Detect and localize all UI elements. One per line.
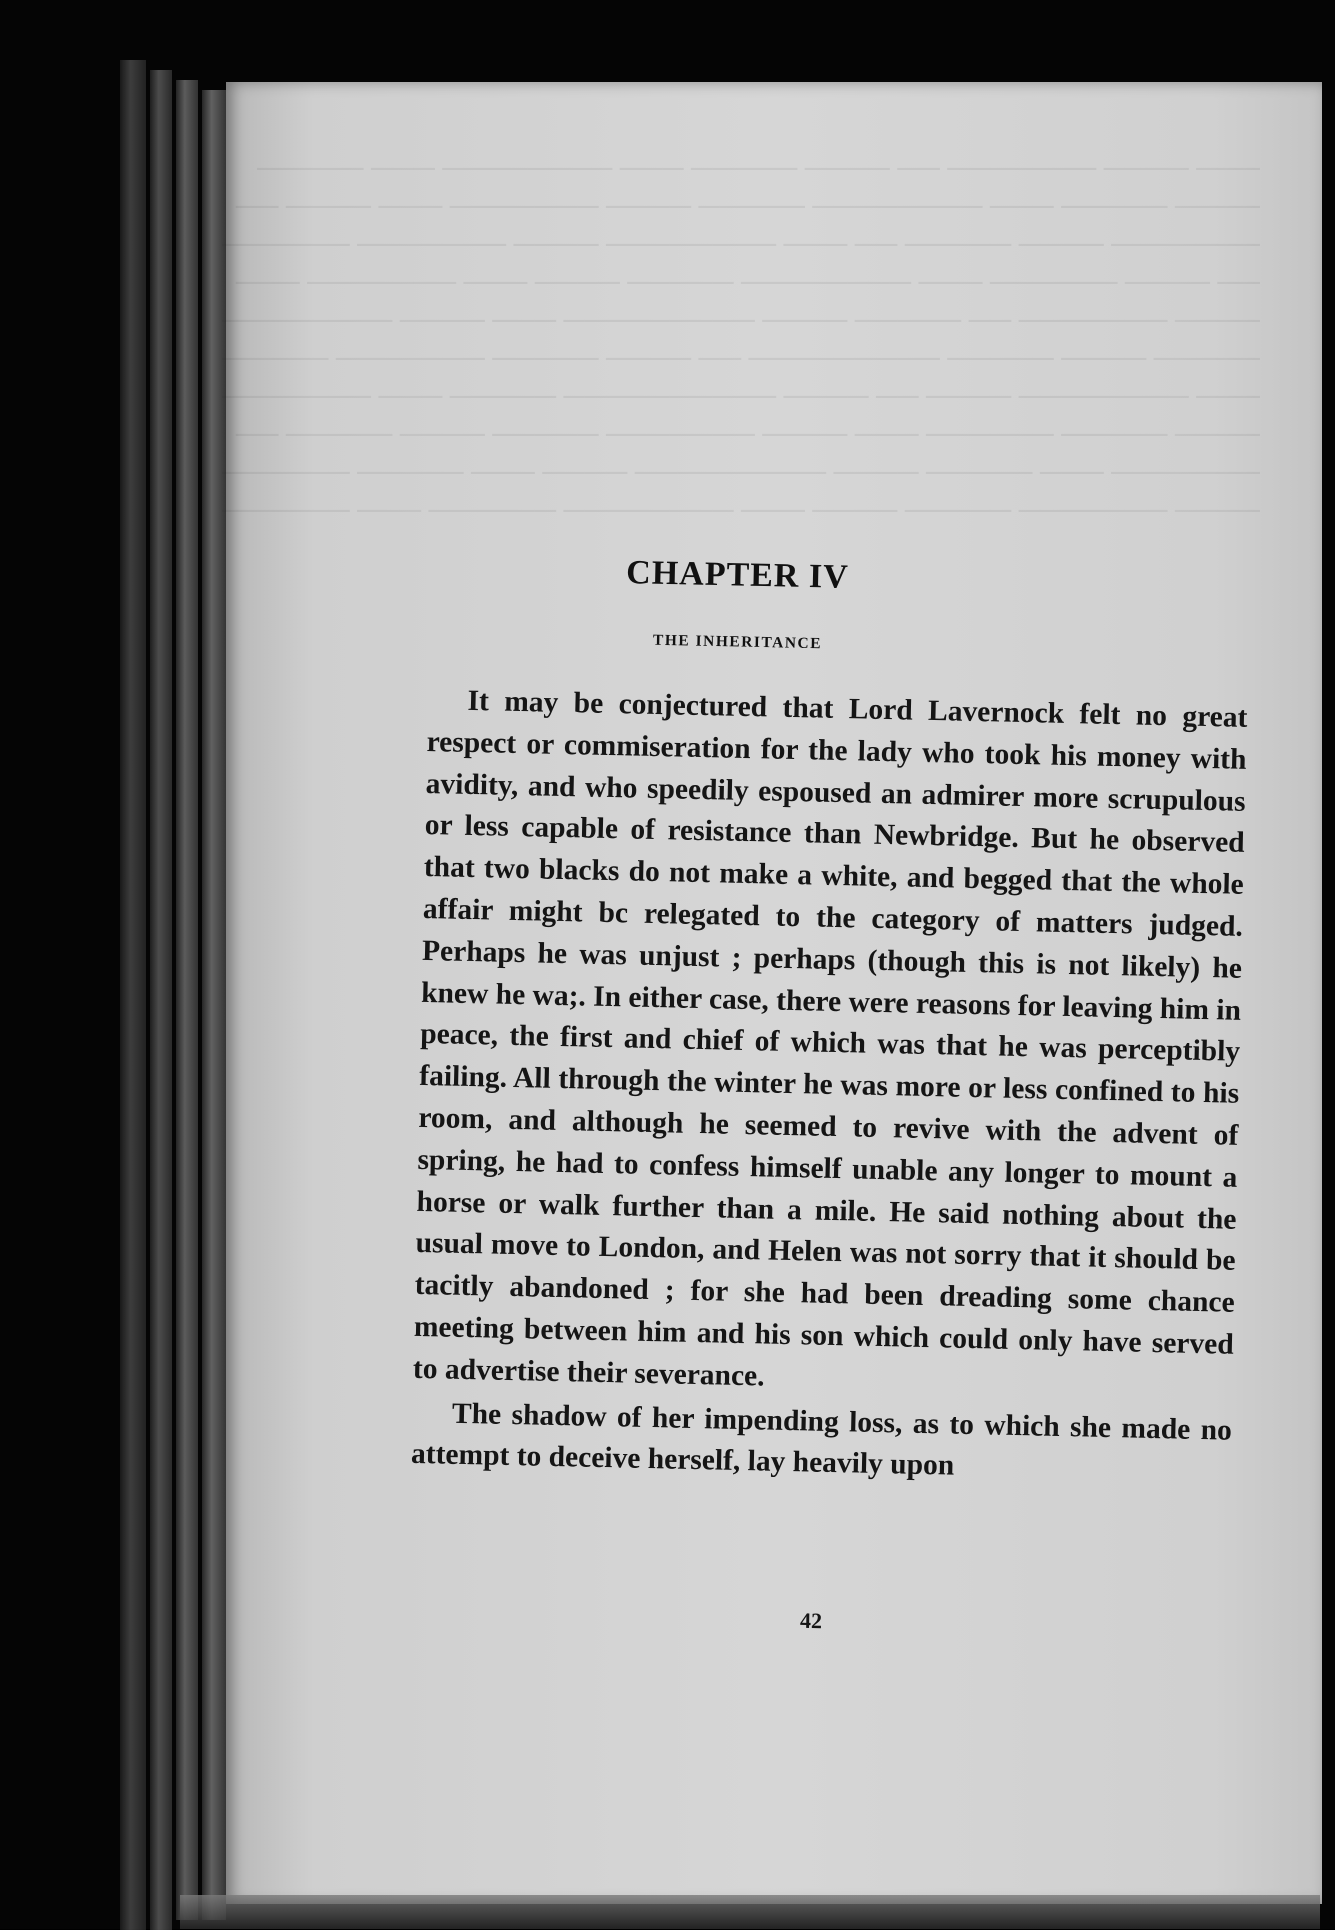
show-through-texture: ─── ──── ─────── ── ──── ───── ─── ──────── ─── ───── ──── ───── ─── ──────── ───── ──── ─────── ─── ──── ── ─────── ──── ───── ── ─── ──────── ──── ─────── ────── ── ──── ────── ─── ──────── ───── ──── ─── ─────── ─── ──── ─────── ── ───── ──── ───────── ─── ──── ──────── ───── ──── ───── ───────── ── ──── ───── ─────── ───── ─── ──────── ──── ── ──── ────────── ───── ─── ─────── ──── ───── ────── ─── ──── ─────── ───── ──── ───── ── ─────── ─── ───── ──── ───────── ──── ─── ───── ────── ──── ─────── ───── ──── ─── ──────── ────── ─── ──────	[222, 152, 1260, 527]
page-edge	[120, 60, 146, 1930]
chapter-subtitle: THE INHERITANCE	[652, 631, 823, 653]
body-paragraph: The shadow of her impending loss, as to which she made no attempt to deceive herself, lay heavily upon	[410, 1397, 1233, 1483]
chapter-body	[411, 680, 1248, 1494]
page-bottom-edge	[180, 1895, 1320, 1929]
body-paragraph: It may be conjectured that Lord Lavernock felt no great respect or commiseration for the lady who took his money with avidity, and who speedily espoused an admirer more scrupulous or less capable of resistance than Newbridge. But he observed that two blacks do not make a white, and begged that the whole affair might bc relegated to the category of matters judged. Perhaps he was unjust ; perhaps (though this is not likely) he knew he wa;. In either case, there were reasons for leaving him in peace, the first and chief of which was that he was perceptibly failing. All through the winter he was more or less confined to his room, and although he seemed to revive with the advent of spring, he had to confess himself unable any longer to mount a horse or walk further than a mile. He said nothing about the usual move to London, and Helen was not sorry that it should be tacitly abandoned ; for she had been dreading some chance meeting between him and his son which could only have served to advertise their severance.	[412, 684, 1248, 1393]
chapter-title: CHAPTER IV	[625, 554, 850, 596]
page-edge	[150, 70, 172, 1930]
page-number: 42	[799, 1607, 823, 1634]
page-edge	[176, 80, 198, 1920]
